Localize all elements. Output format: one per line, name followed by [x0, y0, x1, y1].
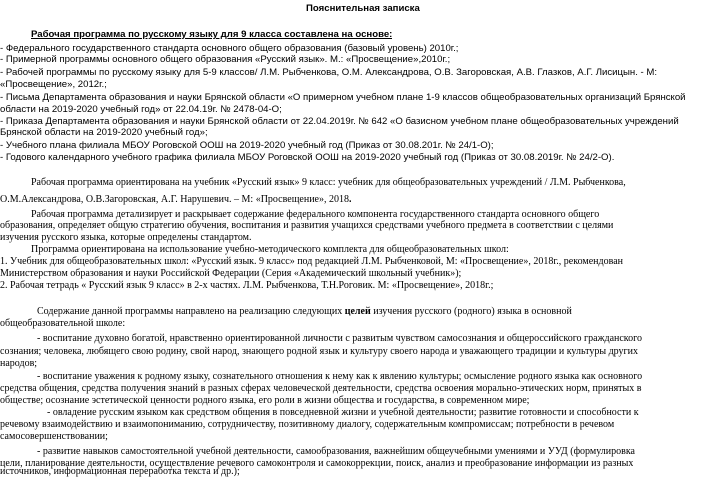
basis-item: - Рабочей программы по русскому языку для 5-9 классов/ Л.М. Рыбченкова, О.М. Александрова, О.В. Загоровская, А.В. Глазков, А.Г. Лисицын. - М: — [0, 67, 658, 78]
basis-item: - Приказа Департамента образования и науки Брянской области от 22.04.2019г. № 642 «О базисном учебном плане общеобразовательных учреждений — [0, 116, 679, 127]
detail-line: образования, определяет общую стратегию обучения, воспитания и развития учащихся средствами учебного предмета в соответствии с целями — [0, 220, 614, 231]
textbook-line: Рабочая программа ориентирована на учебник «Русский язык» 9 класс: учебник для общеобразовательных учреждений / Л.М. Рыбченкова, — [31, 177, 626, 188]
goal-line: средства общения, средства получения знаний в разных сферах человеческой деятельности, средства освоения морально-этических норм, принятых в — [0, 383, 642, 394]
detail-line: Рабочая программа детализирует и раскрывает содержание федерального компонента государственного стандарта основного общего — [31, 209, 600, 220]
basis-item: «Просвещение», 2012г.; — [0, 79, 107, 90]
document-title: Пояснительная записка — [306, 3, 420, 14]
basis-item: - Учебного плана филиала МБОУ Роговской ООШ на 2019-2020 учебный год (Приказ от 30.08.201г. № 24/1-О); — [0, 140, 494, 151]
goal-line: самосовершенствовании; — [0, 431, 108, 442]
goal-line: обществе; осознание эстетической ценности родного языка, его роли в жизни общества и государства, в современном мире; — [0, 395, 530, 406]
kit-line: 2. Рабочая тетрадь « Русский язык 9 класс» в 2-х частях. Л.М. Рыбченкова, Т.Н.Роговик. М: «Просвещение», 2018г.; — [0, 280, 494, 291]
basis-item: области на 2019-2020 учебный год» от 22.04.19г. № 2478-04-О; — [0, 104, 282, 115]
goals-intro-line2: общеобразовательной школе: — [0, 318, 126, 329]
detail-line: изучения русского языка, которые определены стандартом. — [0, 232, 252, 243]
kit-line: Программа ориентирована на использование учебно-методического комплекта для общеобразовательных школ: — [31, 244, 509, 255]
goal-line: речевому взаимодействию и взаимопониманию, сотрудничеству, позитивному диалогу, содержательным компромиссам; потребности в речевом — [0, 419, 615, 430]
goal-line: - воспитание уважения к родному языку, сознательного отношения к нему как к явлению культуры; осмысление родного языка как основного — [37, 371, 643, 382]
goal-line: - развитие навыков самостоятельной учебной деятельности, самообразования, важнейшим общеучебными умениями и УУД (формулировка — [37, 446, 635, 457]
goal-line: - воспитание духовно богатой, нравственно ориентированной личности с развитым чувством самосознания и общероссийского гражданского — [37, 333, 643, 344]
goal-line: цели, планирование деятельности, осуществление речевого самоконтроля и самокоррекции, поиск, анализ и преобразование информации из разных — [0, 458, 634, 469]
goals-keyword: целей — [344, 306, 371, 317]
goals-intro — [37, 306, 572, 318]
textbook-line-end: . — [348, 194, 352, 205]
kit-line: Министерством образования и науки Российской Федерации (Серия «Академический школьный учебник»); — [0, 268, 462, 279]
goal-line: источников, информационная переработка текста и др.); — [0, 466, 240, 477]
basis-item: - Письма Департамента образования и науки Брянской области «О примерном учебном плане 1-9 классов общеобразовательных организаций Брянской — [0, 92, 686, 103]
goals-intro-before: Содержание данной программы направлено на реализацию следующих — [37, 306, 345, 317]
goal-line: - овладение русским языком как средством общения в повседневной жизни и учебной деятельности; развитие готовности и способности к — [47, 407, 639, 418]
goal-line: народов; — [0, 358, 38, 369]
textbook-line-text: О.М.Александрова, О.В.Загоровская, А.Г. Нарушевич. – М: «Просвещение», 2018 — [0, 194, 349, 205]
goal-line: сознания; человека, любящего свою родину, свой народ, знающего родной язык и культуру своего народа и уважающего традиции и культуры других — [0, 346, 639, 357]
basis-item: - Примерной программы основного общего образования «Русский язык». М.: «Просвещение»,2010г.; — [0, 54, 451, 65]
basis-item: - Федерального государственного стандарта основного общего образования (базовый уровень) 2010г.; — [0, 43, 459, 54]
textbook-line — [0, 194, 351, 206]
basis-item: - Годового календарного учебного графика филиала МБОУ Роговской ООШ на 2019-2020 учебный год (Приказ от 30.08.2019г. № 24/2-О). — [0, 152, 615, 163]
document-subtitle: Рабочая программа по русскому языку для 9 класса составлена на основе: — [31, 29, 393, 40]
goals-intro-after: изучения русского (родного) языка в основной — [370, 306, 572, 317]
basis-item: Брянской области на 2019-2020 учебный год»; — [0, 127, 208, 138]
kit-line: 1. Учебник для общеобразовательных школ: «Русский язык. 9 класс» под редакцией Л.М. Рыбченковой, М: «Просвещение», 2018г., рекомендован — [0, 256, 623, 267]
